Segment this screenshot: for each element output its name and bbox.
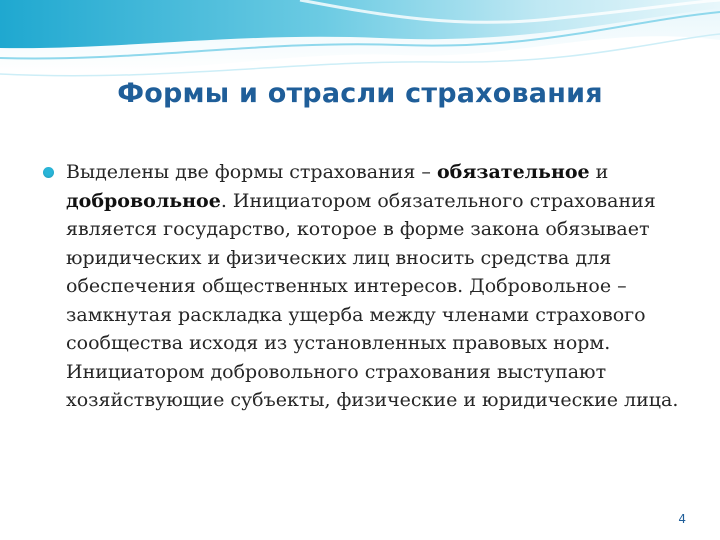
slide-title: Формы и отрасли страхования: [117, 78, 603, 109]
bold-term-mandatory: обязательное: [436, 161, 590, 183]
bullet-text-part: . Инициатором обязательного страхования является государство, которое в форме закона обязывает юридических и физических лиц вносить средства для обеспечения общественных интересов. Добровольное – замкнутая раскладка ущерба между членами страхового сообщества исходя из установленных правовых норм. Инициатором добровольного страхования выступают хозяйствующие субъекты, физические и юридические лица.: [66, 189, 679, 411]
bullet-text: [66, 158, 690, 415]
page-number: 4: [678, 512, 686, 526]
bullet-text-part: и: [589, 161, 609, 183]
bold-term-voluntary: добровольное: [66, 189, 221, 212]
bullet-dot-icon: [43, 167, 54, 178]
bullet-text-part: Выделены две формы страхования –: [66, 161, 437, 183]
bullet-item: [40, 158, 690, 415]
